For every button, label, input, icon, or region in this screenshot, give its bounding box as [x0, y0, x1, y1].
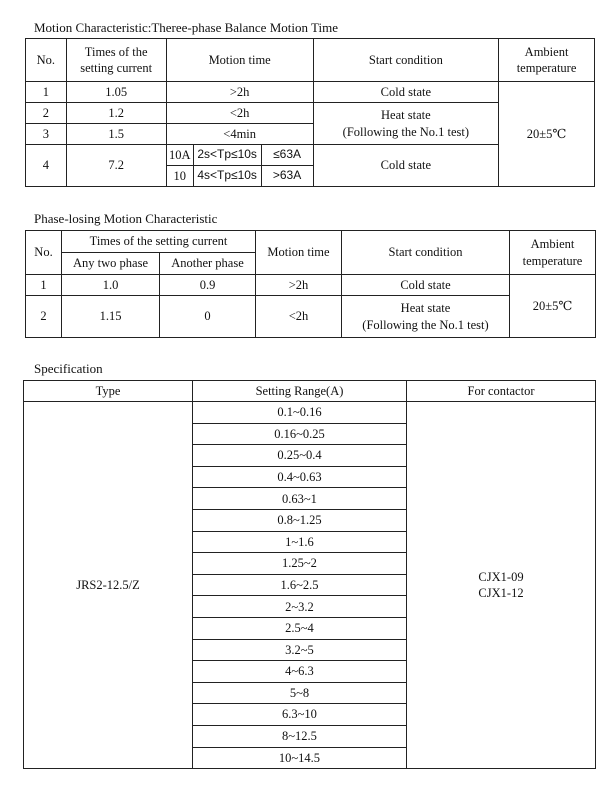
setting-range-cell: 5~8	[193, 682, 407, 704]
row-another: 0.9	[160, 275, 256, 296]
header-ambient-line2: temperature	[516, 61, 577, 75]
row-any-two: 1.0	[62, 275, 160, 296]
row-no: 1	[26, 275, 62, 296]
row-start	[342, 296, 510, 338]
sub-range: 2s<Tp≤10s	[193, 145, 261, 166]
row-no: 4	[26, 145, 67, 187]
setting-range-cell: 1.6~2.5	[193, 574, 407, 596]
specification-table	[23, 380, 596, 769]
header-no: No.	[26, 231, 62, 275]
type-cell: JRS2-12.5/Z	[24, 402, 193, 769]
table3-title: Specification	[34, 361, 103, 376]
header-times-line2: setting current	[80, 61, 153, 75]
setting-range-cell: 4~6.3	[193, 661, 407, 683]
row-no: 2	[26, 103, 67, 124]
header-times	[66, 39, 166, 82]
setting-range-cell: 0.16~0.25	[193, 423, 407, 445]
row-start-line1: Heat state	[400, 301, 451, 316]
heat-state-cell	[313, 103, 498, 145]
header-start-condition: Start condition	[342, 231, 510, 275]
header-ambient	[499, 39, 595, 82]
table-row	[26, 82, 595, 103]
header-times-group: Times of the setting current	[62, 231, 256, 253]
header-another-phase: Another phase	[160, 253, 256, 275]
row-motion-time: >2h	[256, 275, 342, 296]
row-motion-time: <2h	[166, 103, 313, 124]
heat-state-line1: Heat state	[381, 108, 431, 123]
header-ambient-line1: Ambient	[530, 237, 575, 252]
sub-limit: ≤63A	[261, 145, 313, 166]
table-row	[24, 402, 596, 424]
row-times: 1.05	[66, 82, 166, 103]
motion-characteristic-table	[25, 38, 595, 187]
setting-range-cell: 10~14.5	[193, 747, 407, 769]
setting-range-cell: 0.25~0.4	[193, 445, 407, 467]
setting-range-cell: 3.2~5	[193, 639, 407, 661]
header-motion-time: Motion time	[256, 231, 342, 275]
header-no: No.	[26, 39, 67, 82]
header-motion-time: Motion time	[166, 39, 313, 82]
row-times: 7.2	[66, 145, 166, 187]
row-motion-time: >2h	[166, 82, 313, 103]
header-ambient-line2: temperature	[522, 253, 583, 268]
contactor-cell	[407, 402, 596, 769]
setting-range-cell: 2.5~4	[193, 617, 407, 639]
row-start: Cold state	[342, 275, 510, 296]
ambient-value: 20±5℃	[499, 82, 595, 187]
row-times: 1.2	[66, 103, 166, 124]
header-any-two-phase: Any two phase	[62, 253, 160, 275]
row-start-line2: (Following the No.1 test)	[362, 317, 489, 332]
table1-title: Motion Characteristic:Thereе-phase Balance Motion Time	[34, 20, 338, 35]
contactor-item: CJX1-12	[478, 586, 524, 601]
phase-losing-table	[25, 230, 596, 338]
table-row	[26, 275, 596, 296]
sub-limit: >63A	[261, 166, 313, 187]
setting-range-cell: 2~3.2	[193, 596, 407, 618]
contactor-item: CJX1-09	[478, 569, 524, 584]
table2-title: Phase-losing Motion Characteristic	[34, 211, 218, 226]
setting-range-cell: 0.63~1	[193, 488, 407, 510]
setting-range-cell: 6.3~10	[193, 704, 407, 726]
header-ambient	[510, 231, 596, 275]
setting-range-cell: 0.1~0.16	[193, 402, 407, 424]
setting-range-cell: 1~1.6	[193, 531, 407, 553]
sub-current: 10A	[166, 145, 193, 166]
header-contactor: For contactor	[407, 381, 596, 402]
ambient-value: 20±5℃	[510, 275, 596, 338]
row-no: 1	[26, 82, 67, 103]
row-no: 2	[26, 296, 62, 338]
setting-range-cell: 8~12.5	[193, 725, 407, 747]
setting-range-cell: 1.25~2	[193, 553, 407, 575]
row-another: 0	[160, 296, 256, 338]
row-start: Cold state	[313, 145, 498, 187]
header-start-condition: Start condition	[313, 39, 498, 82]
setting-range-cell: 0.8~1.25	[193, 509, 407, 531]
header-type: Type	[24, 381, 193, 402]
row-no: 3	[26, 124, 67, 145]
header-times-line1: Times of the	[84, 44, 148, 59]
row-start: Cold state	[313, 82, 498, 103]
heat-state-line2: (Following the No.1 test)	[342, 124, 470, 139]
row-motion-time: <4min	[166, 124, 313, 145]
header-ambient-line1: Ambient	[524, 44, 569, 59]
sub-current: 10	[166, 166, 193, 187]
row-motion-time: <2h	[256, 296, 342, 338]
setting-range-cell: 0.4~0.63	[193, 466, 407, 488]
row-any-two: 1.15	[62, 296, 160, 338]
row-times: 1.5	[66, 124, 166, 145]
header-setting-range: Setting Range(A)	[193, 381, 407, 402]
sub-range: 4s<Tp≤10s	[193, 166, 261, 187]
